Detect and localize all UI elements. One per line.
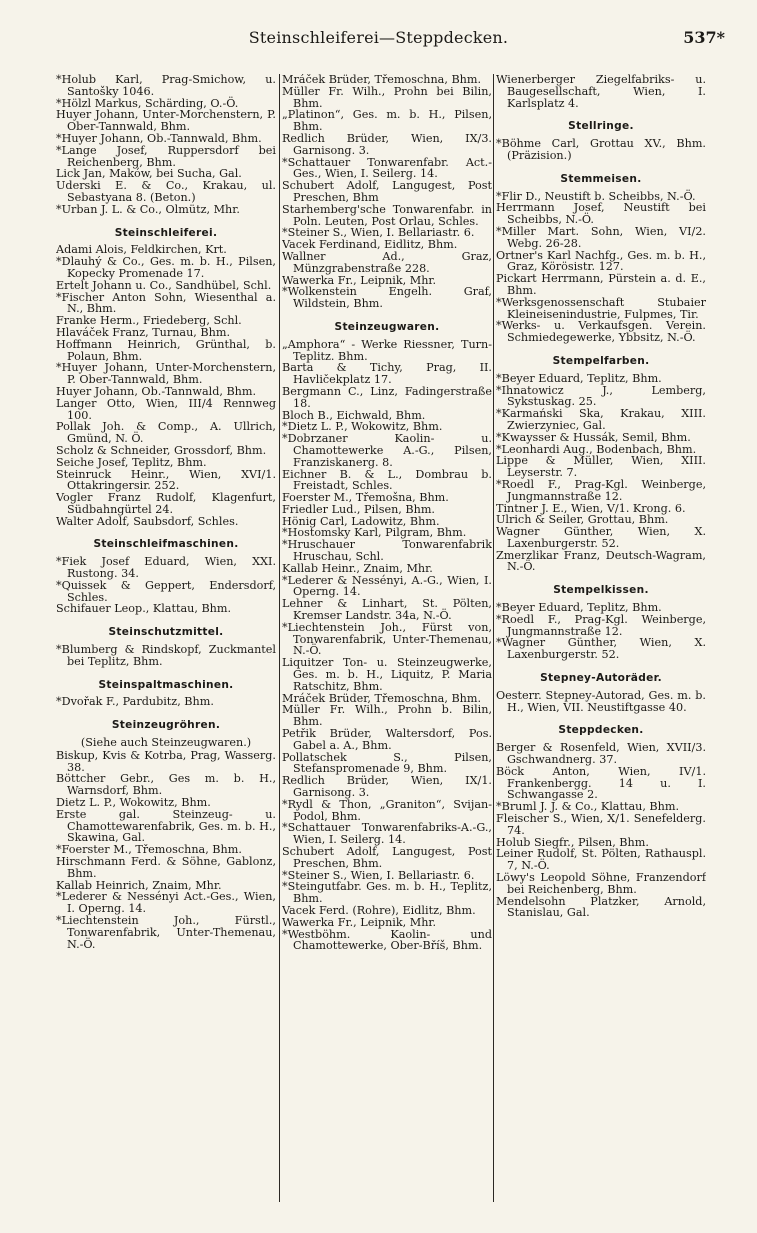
directory-entry: Biskup, Kvis & Kotrba, Prag, Wasserg. 38.	[56, 748, 276, 774]
directory-entry: Foerster M., Třemošna, Bhm.	[282, 491, 449, 505]
directory-entry: Lick Jan, Maków, bei Sucha, Gal.	[56, 167, 242, 181]
directory-entry: *Werksgenossenschaft Stubaier Kleineisenindustrie, Fulpmes, Tir.	[496, 295, 706, 321]
directory-entry: *Steiner S., Wien, I. Bellariastr. 6.	[282, 226, 475, 240]
directory-entry: Lehner & Linhart, St. Pölten, Kremser Landstr. 34a, N.-Ö.	[282, 597, 492, 623]
section-heading: Stemmeisen.	[560, 172, 642, 185]
directory-entry: Wagner Günther, Wien, X. Laxenburgerstr. 52.	[496, 525, 706, 550]
column-2	[282, 74, 492, 1224]
section-note: (Siehe auch Steinzeugwaren.)	[80, 736, 252, 750]
directory-entry: *Beyer Eduard, Teplitz, Bhm.	[496, 371, 662, 385]
section-heading: Steinschleiferei.	[114, 226, 218, 239]
directory-entry: *Schattauer Tonwarenfabr. Act.-Ges., Wien, I. Seilerg. 14.	[282, 155, 492, 181]
directory-entry: Vacek Ferd. (Rohre), Eidlitz, Bhm.	[282, 903, 476, 917]
directory-entry: Böttcher Gebr., Ges m. b. H., Warnsdorf, Bhm.	[56, 772, 276, 798]
directory-entry: *Huyer Johann, Unter-Morchenstern, P. Ober-Tannwald, Bhm.	[56, 361, 276, 387]
directory-entry: Müller Fr. Wilh., Prohn b. Bilin, Bhm.	[282, 703, 492, 729]
directory-entry: Franke Herm., Friedeberg, Schl.	[56, 314, 242, 328]
directory-entry: Mráček Brüder, Třemoschna, Bhm.	[282, 74, 482, 86]
directory-entry: *Roedl F., Prag-Kgl. Weinberge, Jungmannstraße 12.	[496, 477, 706, 503]
directory-entry: Pollatschek S., Pilsen, Stefanspromenade 9, Bhm.	[282, 750, 492, 776]
directory-entry: Liquitzer Ton- u. Steinzeugwerke, Ges. m. b. H., Liquitz, P. Maria Ratschitz, Bhm.	[282, 656, 492, 693]
directory-entry: *Liechtenstein Joh., Fürstl., Tonwarenfabrik, Unter-Themenau, N.-Ö.	[56, 914, 276, 951]
directory-entry: Vogler Franz Rudolf, Klagenfurt, Südbahngürtel 24.	[56, 491, 276, 516]
directory-entry: Müller Fr. Wilh., Prohn bei Bilin, Bhm.	[282, 84, 492, 110]
directory-entry: Dietz L. P., Wokowitz, Bhm.	[56, 796, 211, 810]
directory-entry: *Leonhardi Aug., Bodenbach, Bhm.	[496, 442, 697, 456]
directory-entry: Ulrich & Seiler, Grottau, Bhm.	[496, 513, 669, 527]
directory-entry: Ertelt Johann u. Co., Sandhübel, Schl.	[56, 278, 272, 292]
section-heading: Steinschutzmittel.	[108, 626, 224, 639]
directory-entry: *Wolkenstein Engelh. Graf, Wildstein, Bhm.	[282, 285, 492, 311]
directory-entry: Lippe & Müller, Wien, XIII. Leyserstr. 7.	[496, 454, 706, 480]
directory-entry: *Dvořak F., Pardubitz, Bhm.	[56, 695, 214, 709]
directory-entry: *Lederer & Nessényi, A.-G., Wien, I. Operng. 14.	[282, 573, 492, 599]
directory-entry: Mendelsohn Platzker, Arnold, Stanislau, Gal.	[496, 894, 706, 920]
directory-entry: Löwy's Leopold Söhne, Franzendorf bei Reichenberg, Bhm.	[496, 871, 706, 896]
directory-entry: *Bruml J. J. & Co., Klattau, Bhm.	[496, 800, 680, 814]
directory-entry: *Blumberg & Rindskopf, Zuckmantel bei Teplitz, Bhm.	[56, 643, 276, 668]
directory-entry: Holub Siegfr., Pilsen, Bhm.	[496, 835, 649, 849]
directory-entry: Hoffmann Heinrich, Grünthal, b. Polaun, Bhm.	[56, 337, 276, 363]
directory-entry: Wallner Ad., Graz, Münzgrabenstraße 228.	[282, 249, 492, 275]
directory-entry: *Steingutfabr. Ges. m. b. H., Teplitz, Bhm.	[282, 880, 492, 906]
directory-entry: *Dlauhý & Co., Ges. m. b. H., Pilsen, Kopecky Promenade 17.	[56, 255, 276, 280]
directory-entry: *Hölzl Markus, Schärding, O.-Ö.	[56, 96, 239, 110]
directory-entry: *Dietz L. P., Wokowitz, Bhm.	[282, 420, 443, 434]
column-3	[496, 74, 706, 1224]
directory-entry: *Beyer Eduard, Teplitz, Bhm.	[496, 601, 662, 615]
directory-entry: *Fiek Josef Eduard, Wien, XXI. Rustong. 34.	[56, 555, 276, 581]
column-1	[56, 74, 276, 1224]
directory-entry: *Wagner Günther, Wien, X. Laxenburgerstr. 52.	[496, 636, 706, 662]
column-rule-left	[279, 74, 280, 1202]
directory-entry: Erste gal. Steinzeug- u. Chamottewarenfabrik, Ges. m. b. H., Skawina, Gal.	[56, 807, 276, 845]
directory-entry: Seiche Josef, Teplitz, Bhm.	[56, 455, 207, 469]
directory-entry: *Schattauer Tonwarenfabriks-A.-G., Wien, I. Seilerg. 14.	[282, 821, 492, 847]
directory-entry: Steinruck Heinr., Wien, XVI/1. Ottakringersir. 252.	[56, 467, 276, 493]
directory-entry: *Böhme Carl, Grottau XV., Bhm. (Präzision.)	[496, 137, 706, 162]
directory-entry: Pickart Herrmann, Pürstein a. d. E., Bhm.	[496, 272, 706, 297]
section-heading: Steppdecken.	[558, 724, 644, 737]
directory-entry: Schubert Adolf, Langugest, Post Preschen, Bhm	[282, 179, 492, 204]
directory-entry: Pollak Joh. & Comp., A. Ullrich, Gmünd, N. Ö.	[56, 420, 276, 446]
directory-entry: Kallab Heinrich, Znaim, Mhr.	[56, 878, 222, 892]
directory-entry: *Karmański Ska, Krakau, XIII. Zwierzyniec, Gal.	[496, 407, 706, 432]
page-number: 537*	[683, 28, 725, 47]
directory-entry: *Foerster M., Třemoschna, Bhm.	[56, 843, 242, 857]
directory-entry: Berger & Rosenfeld, Wien, XVII/3. Gschwandnerg. 37.	[496, 741, 706, 767]
directory-entry: Huyer Johann, Unter-Morchenstern, P. Ober-Tannwald, Bhm.	[56, 108, 276, 134]
directory-entry: Langer Otto, Wien, III/4 Rennweg 100.	[56, 396, 276, 422]
section-heading: Steinschleifmaschinen.	[93, 538, 239, 551]
directory-entry: Wawerka Fr., Leipnik, Mhr.	[282, 915, 437, 929]
directory-entry: Bergmann C., Linz, Fadingerstraße 18.	[282, 384, 492, 410]
section-heading: Stepney-Autoräder.	[540, 672, 662, 685]
directory-entry: Tintner J. E., Wien, V/1. Krong. 6.	[496, 501, 686, 515]
section-heading: Stempelkissen.	[553, 584, 649, 597]
directory-entry: Bloch B., Eichwald, Bhm.	[282, 408, 426, 422]
directory-entry: Vacek Ferdinand, Eidlitz, Bhm.	[282, 238, 458, 252]
page-header	[0, 28, 757, 54]
directory-entry: Wawerka Fr., Leipnik, Mhr.	[282, 273, 437, 287]
section-heading: Stempelfarben.	[552, 354, 650, 367]
directory-entry: Hlaváček Franz, Turnau, Bhm.	[56, 325, 231, 339]
directory-entry: Friedler Lud., Pilsen, Bhm.	[282, 502, 435, 516]
directory-entry: *Dobrzaner Kaolin- u. Chamottewerke A.-G., Pilsen, Franziskanerg. 8.	[282, 432, 492, 469]
directory-entry: Adami Alois, Feldkirchen, Krt.	[56, 243, 227, 257]
directory-entry: Fleischer S., Wien, X/1. Senefelderg. 74.	[496, 812, 706, 837]
directory-entry: *Miller Mart. Sohn, Wien, VI/2. Webg. 26-28.	[496, 224, 706, 250]
directory-entry: Walter Adolf, Saubsdorf, Schles.	[56, 514, 239, 528]
directory-entry: *Fischer Anton Sohn, Wiesenthal a. N., Bhm.	[56, 290, 276, 316]
directory-entry: Redlich Brüder, Wien, IX/3. Garnisong. 3.	[282, 131, 492, 157]
directory-entry: Uderski E. & Co., Krakau, ul. Sebastyana 8. (Beton.)	[56, 179, 276, 204]
section-heading: Steinspaltmaschinen.	[98, 678, 234, 691]
directory-entry: Scholz & Schneider, Grossdorf, Bhm.	[56, 443, 267, 457]
directory-entry: *Rydl & Thon, „Graniton“, Svijan-Podol, Bhm.	[282, 797, 492, 823]
section-heading: Stellringe.	[568, 120, 634, 133]
directory-entry: *Hruschauer Tonwarenfabrik Hruschau, Schl.	[282, 538, 492, 564]
section-heading: Steinzeugröhren.	[111, 719, 221, 732]
directory-entry: *Werks- u. Verkaufsgen. Verein. Schmiedegewerke, Ybbsitz, N.-Ö.	[496, 319, 706, 345]
directory-entry: Ortner's Karl Nachfg., Ges. m. b. H., Graz, Körösistr. 127.	[496, 248, 706, 274]
directory-entry: Redlich Brüder, Wien, IX/1. Garnisong. 3.	[282, 774, 492, 800]
directory-entry: Zmerzlikar Franz, Deutsch-Wagram, N.-Ö.	[496, 548, 706, 574]
directory-entry: Wienerberger Ziegelfabriks- u. Baugesellschaft, Wien, I. Karlsplatz 4.	[496, 74, 706, 110]
directory-entry: *Roedl F., Prag-Kgl. Weinberge, Jungmannstraße 12.	[496, 612, 706, 638]
directory-entry: Starhemberg'sche Tonwarenfabr. in Poln. Leuten, Post Orlau, Schles.	[282, 202, 492, 228]
running-title: Steinschleiferei—Steppdecken.	[248, 28, 509, 47]
directory-entry: Hirschmann Ferd. & Söhne, Gablonz, Bhm.	[56, 855, 276, 880]
column-rule-right	[493, 74, 494, 1202]
directory-entry: Herrmann Josef, Neustift bei Scheibbs, N.-Ö.	[496, 201, 706, 227]
directory-entry: *Flir D., Neustift b. Scheibbs, N.-Ö.	[496, 189, 696, 203]
directory-entry: *Huyer Johann, Ob.-Tannwald, Bhm.	[56, 131, 262, 145]
directory-entry: „Amphora“ - Werke Riessner, Turn-Teplitz. Bhm.	[282, 337, 492, 363]
directory-entry: *Urban J. L. & Co., Olmütz, Mhr.	[56, 202, 240, 216]
directory-entry: „Platinon“, Ges. m. b. H., Pilsen, Bhm.	[282, 108, 492, 134]
directory-entry: *Hostomsky Karl, Pilgram, Bhm.	[282, 526, 467, 540]
directory-entry: *Holub Karl, Prag-Smichow, u. Santošky 1046.	[56, 74, 276, 98]
directory-entry: Barta & Tichy, Prag, II. Havličekplatz 17.	[282, 361, 492, 387]
directory-entry: *Quissek & Geppert, Endersdorf, Schles.	[56, 578, 276, 604]
directory-entry: Huyer Johann, Ob.-Tannwald, Bhm.	[56, 384, 257, 398]
directory-entry: Schubert Adolf, Langugest, Post Preschen, Bhm.	[282, 845, 492, 870]
directory-entry: Kallab Heinr., Znaim, Mhr.	[282, 561, 433, 575]
directory-entry: Hönig Carl, Ladowitz, Bhm.	[282, 514, 440, 528]
directory-entry: Oesterr. Stepney-Autorad, Ges. m. b. H., Wien, VII. Neustiftgasse 40.	[496, 688, 706, 714]
directory-entry: Eichner B. & L., Dombrau b. Freistadt, Schles.	[282, 467, 492, 493]
directory-entry: Petřik Brüder, Waltersdorf, Pos. Gabel a. A., Bhm.	[282, 727, 492, 752]
directory-entry: *Kwaysser & Hussák, Semil, Bhm.	[496, 430, 691, 444]
directory-entry: Mráček Brüder, Třemoschna, Bhm.	[282, 691, 482, 705]
directory-entry: *Westböhm. Kaolin- und Chamottewerke, Ober-Bříš, Bhm.	[282, 927, 492, 953]
section-heading: Steinzeugwaren.	[334, 320, 440, 333]
directory-entry: *Lederer & Nessényi Act.-Ges., Wien, I. Operng. 14.	[56, 890, 276, 916]
directory-entry: Leiner Rudolf, St. Pölten, Rathauspl. 7, N.-Ö.	[496, 847, 706, 873]
directory-entry: Schifauer Leop., Klattau, Bhm.	[56, 602, 232, 616]
directory-entry: Böck Anton, Wien, IV/1. Frankenbergg. 14 u. I. Schwangasse 2.	[496, 764, 706, 802]
directory-entry: *Steiner S., Wien, I. Bellariastr. 6.	[282, 868, 475, 882]
directory-entry: *Lange Josef, Ruppersdorf bei Reichenberg, Bhm.	[56, 143, 276, 169]
directory-entry: *Ihnatowicz J., Lemberg, Sykstuskag. 25.	[496, 383, 706, 409]
directory-entry: *Liechtenstein Joh., Fürst von, Tonwarenfabrik, Unter-Themenau, N.-Ö.	[282, 620, 492, 658]
